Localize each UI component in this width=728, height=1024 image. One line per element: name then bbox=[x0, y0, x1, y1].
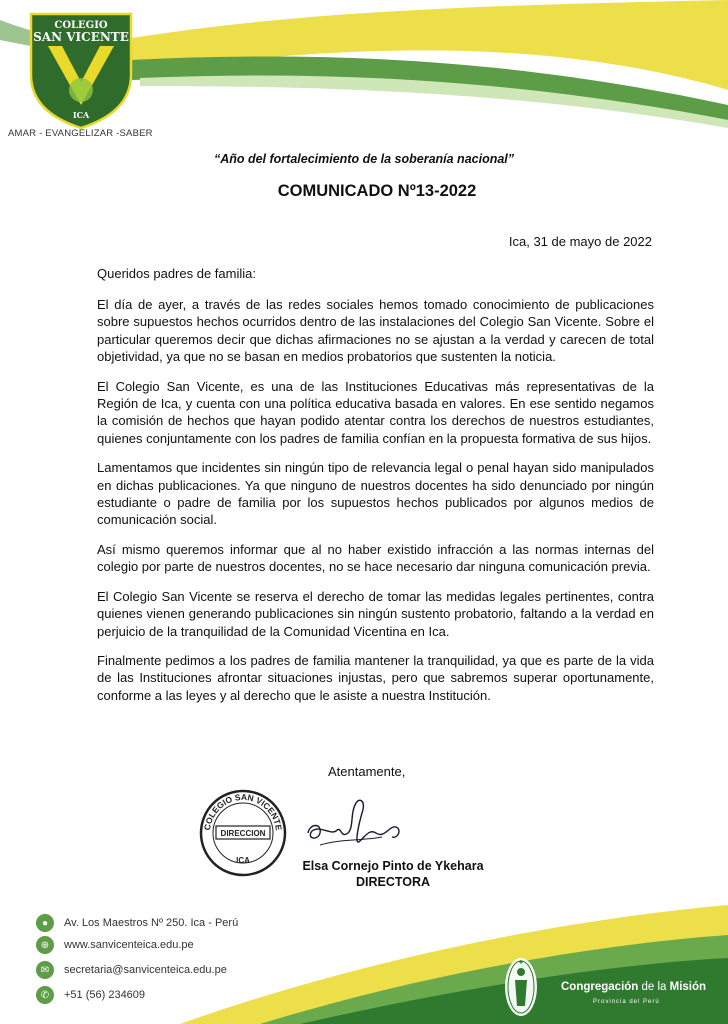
svg-text:ICA: ICA bbox=[72, 110, 90, 120]
congregation-logo bbox=[503, 956, 539, 1018]
handwritten-signature bbox=[300, 795, 410, 855]
document-title: COMUNICADO Nº13-2022 bbox=[277, 182, 477, 200]
congregation-province: Provincia del Perú bbox=[593, 999, 660, 1005]
paragraph: El Colegio San Vicente se reserva el derecho de tomar las medidas legales pertinentes, contra quienes vienen generando publicaciones sin ningún sustento probatorio, faltando a la verdad en perjuicio de la tranquilidad de la Comunidad Vicentina en Ica. bbox=[97, 588, 654, 639]
paragraph: El día de ayer, a través de las redes sociales hemos tomado conocimiento de publicaciones sobre supuestos hechos ocurridos dentro de las instalaciones del Colegio San Vicente. Sobre el particular queremos decir que dichas afirmaciones no se ajustan a la verdad y carecen de total objetividad, ya que no se basan en medios probatorios que sustenten la noticia. bbox=[97, 297, 654, 365]
website-link[interactable]: www.sanvicenteica.edu.pe bbox=[64, 939, 194, 951]
year-motto: “Año del fortalecimiento de la soberanía nacional” bbox=[213, 152, 515, 166]
signer-name: Elsa Cornejo Pinto de Ykehara bbox=[302, 859, 484, 873]
svg-text:SAN VICENTE: SAN VICENTE bbox=[33, 30, 129, 44]
website-line bbox=[36, 936, 194, 954]
paragraph: Lamentamos que incidentes sin ningún tipo de relevancia legal o penal hayan sido manipulados en dichas publicaciones. Ya que ninguno de nuestros docentes ha sido denunciado por ningún estudiante o padre de familia por los supuestos hechos publicados por algunos medios de comunicación social. bbox=[97, 460, 654, 528]
paragraph: Así mismo queremos informar que al no haber existido infracción a las normas internas del colegio por parte de nuestros docentes, no se hace necesario dar ninguna comunicación previa. bbox=[97, 541, 654, 575]
signer-role: DIRECTORA bbox=[355, 875, 431, 889]
svg-text:ICA: ICA bbox=[236, 856, 250, 865]
document-date: Ica, 31 de mayo de 2022 bbox=[508, 234, 652, 249]
school-crest-logo bbox=[26, 10, 136, 130]
email-link[interactable]: secretaria@sanvicenteica.edu.pe bbox=[64, 964, 227, 976]
closing: Atentamente, bbox=[328, 764, 406, 779]
greeting: Queridos padres de familia: bbox=[97, 266, 256, 281]
paragraph: Finalmente pedimos a los padres de familia mantener la tranquilidad, ya que es parte de la vida de las Instituciones afrontar situaciones injustas, pero que sabremos superar oportunamente, conforme a las leyes y al derecho que le asiste a nuestra Institución. bbox=[97, 652, 654, 703]
mail-icon: ✉ bbox=[36, 961, 54, 979]
congregation-name: Congregación de la Misión bbox=[561, 981, 707, 993]
svg-text:COLEGIO: COLEGIO bbox=[54, 20, 108, 31]
globe-icon: ⊕ bbox=[36, 936, 54, 954]
phone-icon: ✆ bbox=[36, 986, 54, 1004]
signer-block bbox=[268, 858, 518, 890]
email-line bbox=[36, 961, 227, 979]
svg-text:DIRECCION: DIRECCION bbox=[220, 829, 266, 838]
svg-text:COLEGIO SAN VICENTE: COLEGIO SAN VICENTE bbox=[202, 791, 284, 831]
location-pin-icon: ● bbox=[36, 914, 54, 932]
paragraph: El Colegio San Vicente, es una de las Instituciones Educativas más representativas de la Región de Ica, y cuenta con una política educativa basada en valores. En ese sentido negamos la comisión de hechos que hayan podido atentar contra los derechos de nuestros estudiantes, quienes conjuntamente con los padres de familia confían en la propuesta formativa de sus hijos. bbox=[97, 378, 654, 446]
address-line bbox=[36, 914, 238, 932]
phone-line bbox=[36, 986, 145, 1004]
document-body bbox=[97, 296, 654, 716]
phone-text: +51 (56) 234609 bbox=[64, 989, 146, 1001]
address-text: Av. Los Maestros Nº 250. Ica - Perú bbox=[64, 917, 239, 929]
school-motto: AMAR - EVANGELIZAR -SABER bbox=[8, 128, 153, 139]
